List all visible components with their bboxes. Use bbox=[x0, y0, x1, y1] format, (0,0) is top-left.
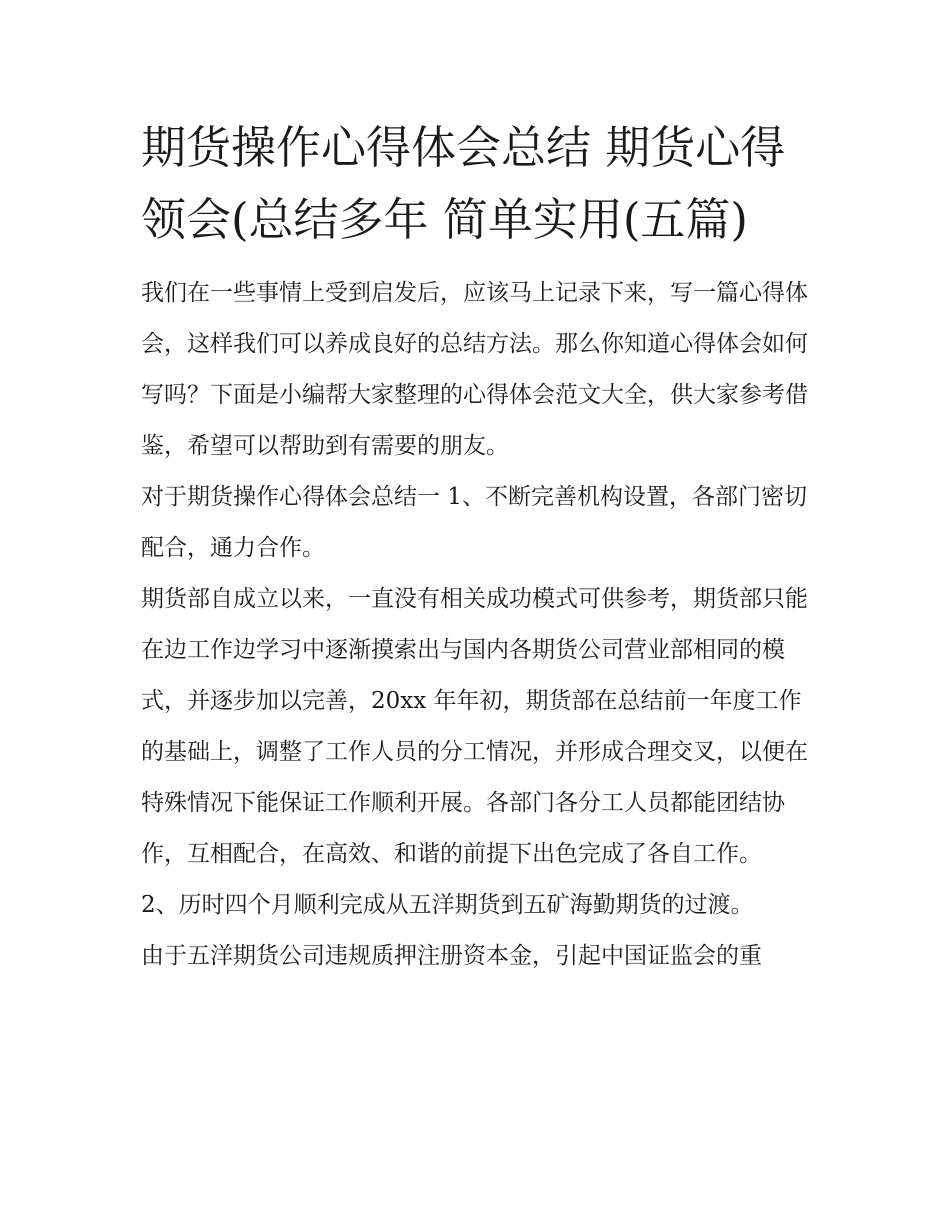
document-content bbox=[141, 112, 813, 982]
paragraph-summary-one: 对于期货操作心得体会总结一 1、不断完善机构设置，各部门密切配合，通力合作。 bbox=[141, 484, 807, 561]
document-title: 期货操作心得体会总结 期货心得领会(总结多年 简单实用(五篇) bbox=[141, 121, 786, 246]
paragraph-futures-department: 期货部自成立以来，一直没有相关成功模式可供参考，期货部只能在边工作边学习中逐渐摸索出与国内各期货公司营业部相同的模式，并逐步加以完善，20xx 年年初，期货部在总结前一年度工作的基础上，调整了工作人员的分工情况，并形成合理交叉，以便在特殊情况下能保证工作顺利开展。各部门各分工人员都能团结协作，互相配合，在高效、和谐的前提下出色完成了各自工作。 bbox=[141, 586, 808, 867]
paragraph-intro: 我们在一些事情上受到启发后，应该马上记录下来，写一篇心得体会，这样我们可以养成良好的总结方法。那么你知道心得体会如何写吗？下面是小编帮大家整理的心得体会范文大全，供大家参考借鉴，希望可以帮助到有需要的朋友。 bbox=[141, 280, 808, 459]
paragraph-transition: 2、历时四个月顺利完成从五洋期货到五矿海勤期货的过渡。 bbox=[141, 892, 754, 918]
paragraph-regulation: 由于五洋期货公司违规质押注册资本金，引起中国证监会的重 bbox=[141, 943, 762, 969]
